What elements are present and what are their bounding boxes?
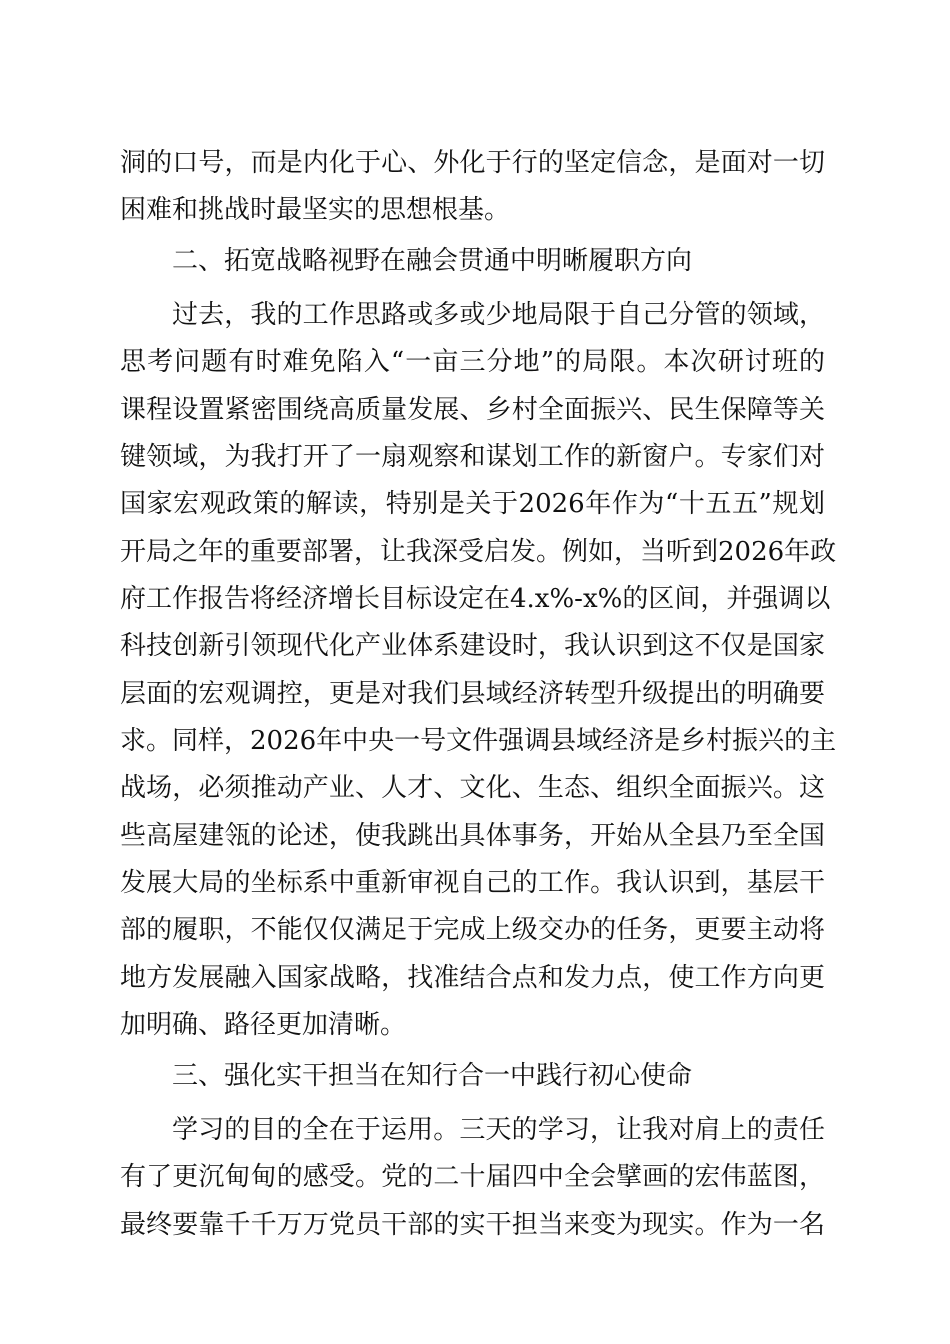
section-3-heading: 三、强化实干担当在知行合一中践行初心使命	[172, 1061, 693, 1091]
section-2-line-14: 部的履职，不能仅仅满足于完成上级交办的任务，更要主动将	[120, 915, 825, 945]
section-2-line-5: 国家宏观政策的解读，特别是关于2026年作为“十五五”规划	[120, 489, 825, 519]
section-2-line-12: 些高屋建瓴的论述，使我跳出具体事务，开始从全县乃至全国	[120, 821, 825, 851]
section-2-line-13: 发展大局的坐标系中重新审视自己的工作。我认识到，基层干	[120, 868, 825, 898]
section-3-line-3: 最终要靠千千万万党员干部的实干担当来变为现实。作为一名	[120, 1210, 825, 1240]
paragraph-intro-line-1: 洞的口号，而是内化于心、外化于行的坚定信念，是面对一切	[120, 148, 825, 178]
section-2-line-16: 加明确、路径更加清晰。	[120, 1010, 407, 1040]
section-2-line-1: 过去，我的工作思路或多或少地局限于自己分管的领域，	[172, 300, 825, 330]
section-2-line-15: 地方发展融入国家战略，找准结合点和发力点，使工作方向更	[120, 963, 825, 993]
section-2-line-9: 层面的宏观调控，更是对我们县域经济转型升级提出的明确要	[120, 679, 825, 709]
section-2-line-4: 键领域，为我打开了一扇观察和谋划工作的新窗户。专家们对	[120, 442, 825, 472]
section-2-line-8: 科技创新引领现代化产业体系建设时，我认识到这不仅是国家	[120, 631, 825, 661]
section-2-line-3: 课程设置紧密围绕高质量发展、乡村全面振兴、民生保障等关	[120, 395, 825, 425]
section-3-line-1: 学习的目的全在于运用。三天的学习，让我对肩上的责任	[172, 1115, 825, 1145]
section-2-line-10: 求。同样，2026年中央一号文件强调县域经济是乡村振兴的主	[120, 726, 837, 756]
section-2-line-7: 府工作报告将经济增长目标设定在4.x%-x%的区间，并强调以	[120, 584, 831, 614]
section-3-line-2: 有了更沉甸甸的感受。党的二十届四中全会擘画的宏伟蓝图，	[120, 1162, 825, 1192]
document-page	[120, 0, 837, 1344]
paragraph-intro-line-2: 困难和挑战时最坚实的思想根基。	[120, 195, 511, 225]
section-2-line-6: 开局之年的重要部署，让我深受启发。例如，当听到2026年政	[120, 537, 837, 567]
section-2-heading: 二、拓宽战略视野在融会贯通中明晰履职方向	[172, 246, 693, 276]
section-2-line-11: 战场，必须推动产业、人才、文化、生态、组织全面振兴。这	[120, 773, 825, 803]
section-2-line-2: 思考问题有时难免陷入“一亩三分地”的局限。本次研讨班的	[120, 347, 825, 377]
